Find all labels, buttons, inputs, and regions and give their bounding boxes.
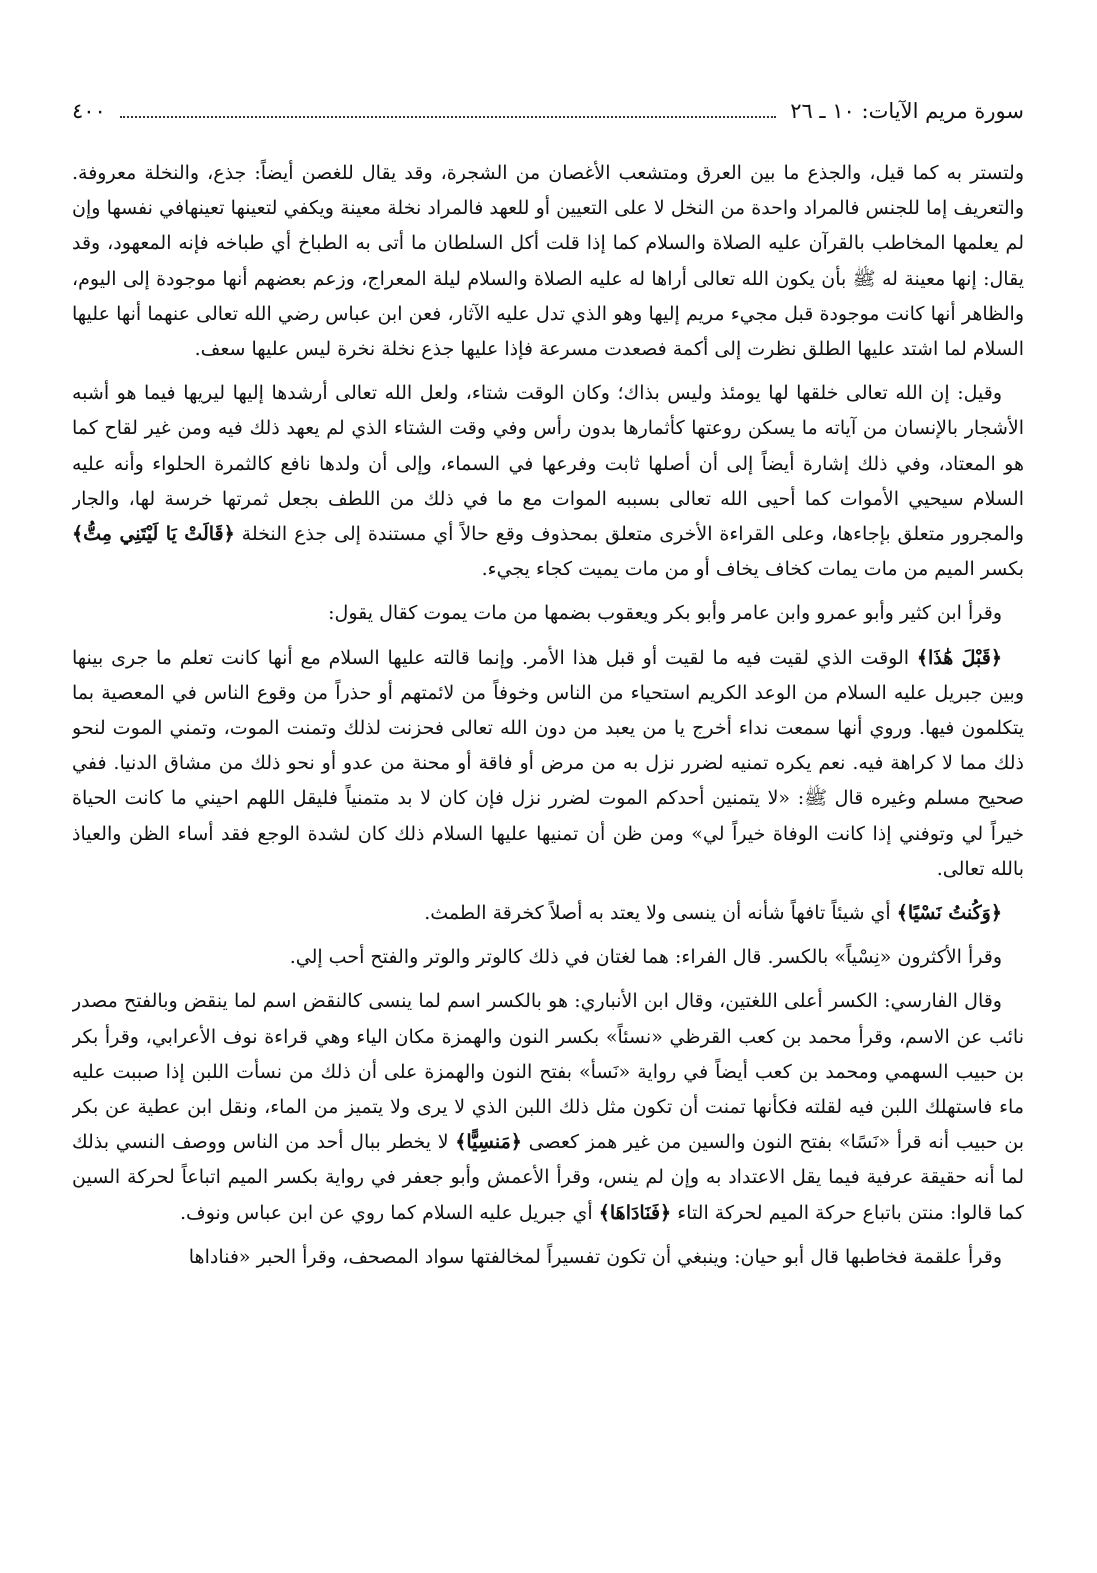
paragraph-text: أي جبريل عليه السلام كما روي عن ابن عباس ونوف. (179, 1201, 593, 1224)
page-number: ٤٠٠ (72, 99, 106, 123)
paragraph-1 (72, 156, 1024, 367)
paragraph-text: وقرأ ابن كثير وأبو عمرو وابن عامر وأبو بكر ويعقوب بضمها من مات يموت كقال يقول: (328, 602, 1002, 625)
paragraph-2 (72, 376, 1024, 587)
paragraph-text: وقرأ علقمة فخاطبها قال أبو حيان: وينبغي أن تكون تفسيراً لمخالفتها سواد المصحف، وقرأ الحبر «فناداها (188, 1245, 1002, 1268)
paragraph-text: ولتستر به كما قيل، والجذع ما بين العرق ومتشعب الأغصان من الشجرة، وقد يقال للغصن أيضاً: جذع، والنخلة معروفة. والتعريف إما للجنس فالمراد واحدة من النخل لا على التعيين أو للعهد فالمراد نخلة معينة ويكفي لتعينها تعينهافي نفسها وإن لم يعلمها المخاطب بالقرآن عليه الصلاة والسلام كما إذا قلت أكل السلطان ما أتى به الطباخ أي طباخه فإنه المعهود، وقد يقال: إنها معينة له ﷺ بأن يكون الله تعالى أراها له عليه الصلاة والسلام ليلة المعراج، وزعم بعضهم أنها موجودة إلى اليوم، والظاهر أنها كانت موجودة قبل مجيء مريم إليها وهو الذي تدل عليه الآثار، فعن ابن عباس رضي الله تعالى عنهما أنها عليها السلام لما اشتد عليها الطلق نظرت إلى أكمة فصعدت مسرعة فإذا عليها جذع نخلة نخرة ليس عليها سعف. (72, 162, 1024, 361)
quran-quote: ﴿قَالَتْ يَا لَيْتَنِي مِتُّ﴾ (72, 523, 235, 546)
paragraph-text: أي شيئاً تافهاً شأنه أن ينسى ولا يعتد به أصلاً كخرقة الطمث. (424, 902, 891, 925)
header-dot-leader (120, 106, 776, 118)
paragraph-text: بكسر الميم من مات يمات كخاف يخاف أو من مات يميت كجاء يجيء. (481, 558, 1024, 581)
page-body (72, 156, 1024, 1275)
quran-quote: ﴿فَنَادَاهَا﴾ (598, 1201, 672, 1224)
book-page (72, 96, 1024, 1556)
paragraph-6 (72, 940, 1024, 975)
paragraph-7 (72, 984, 1024, 1230)
paragraph-text: وقال الفارسي: الكسر أعلى اللغتين، وقال ابن الأنباري: هو بالكسر اسم لما ينسى كالنقض اسم لما ينقض وبالفتح مصدر نائب عن الاسم، وقرأ محمد بن كعب القرظي «نسئاً» بكسر النون والهمزة مكان الياء وهي قراءة نوف الأعرابي، وقرأ بكر بن حبيب السهمي ومحمد بن كعب أيضاً في رواية «نَسأ» بفتح النون والهمزة على أن ذلك من نسأت اللبن إذا صببت عليه ماء فاستهلك اللبن فيه لقلته فكأنها تمنت أن تكون مثل ذلك اللبن الذي لا يرى ولا يتميز من الماء، ونقل ابن عطية عن بكر بن حبيب أنه قرأ «نَسًا» بفتح النون والسين من غير همز كعصى (72, 990, 1024, 1154)
quran-quote: ﴿وَكُنتُ نَسْيًا﴾ (896, 902, 1002, 925)
running-title: سورة مريم الآيات: ١٠ ـ ٢٦ (790, 99, 1024, 123)
quran-quote: ﴿مَنسِيًّا﴾ (455, 1131, 522, 1154)
paragraph-text: وقيل: إن الله تعالى خلقها لها يومئذ وليس بذاك؛ وكان الوقت شتاء، ولعل الله تعالى أرشدها إليها ليريها فيما هو أشبه الأشجار بالإنسان من آياته ما يسكن روعتها كأثمارها بدون رأس وفي وقت الشتاء الذي لم يعهد ذلك فيه ومن غير لقاح كما هو المعتاد، وفي ذلك إشارة أيضاً إلى أن أصلها ثابت وفرعها في السماء، وإلى أن ولدها نافع كالثمرة الحلواء وأنه عليه السلام سيحيي الأموات كما أحيى الله تعالى بسببه الموات مع ما في ذلك من اللطف بجعل ثمرتها خرسة لها، والجار والمجرور متعلق بإجاءها، وعلى القراءة الأخرى متعلق بمحذوف وقع حالاً أي مستندة إلى جذع النخلة (72, 382, 1024, 546)
paragraph-3 (72, 596, 1024, 631)
paragraph-8 (72, 1240, 1024, 1275)
quran-quote: ﴿قَبْلَ هَٰذَا﴾ (916, 646, 1003, 669)
paragraph-text: لا يخطر ببال أحد من الناس ووصف النسي بذلك لما أنه حقيقة عرفية فيما يقل الاعتداد به وإن لم ينس، وقرأ الأعمش وأبو جعفر في رواية بكسر الميم اتباعاً لحركة السين كما قالوا: منتن باتباع حركة الميم لحركة التاء (72, 1131, 1024, 1224)
paragraph-text: وقرأ الأكثرون «نِسْياً» بالكسر. قال الفراء: هما لغتان في ذلك كالوتر والوتر والفتح أحب إلي. (289, 946, 1002, 969)
paragraph-4 (72, 641, 1024, 887)
paragraph-5 (72, 896, 1024, 931)
page-header (72, 96, 1024, 130)
paragraph-text: الوقت الذي لقيت فيه ما لقيت أو قبل هذا الأمر. وإنما قالته عليها السلام مع أنها كانت تعلم ما جرى بينها وبين جبريل عليه السلام من الوعد الكريم استحياء من الناس وخوفاً من لائمتهم أو حذراً من وقوع الناس في المعصية بما يتكلمون فيها. وروي أنها سمعت نداء أخرج يا من يعبد من دون الله تعالى فحزنت لذلك وتمنت الموت، وتمني الموت لنحو ذلك مما لا كراهة فيه. نعم يكره تمنيه لضرر نزل به من مرض أو فاقة أو محنة من عدو أو نحو ذلك من مشاق الدنيا. ففي صحيح مسلم وغيره قال ﷺ: «لا يتمنين أحدكم الموت لضرر نزل فإن كان لا بد متمنياً فليقل اللهم احيني ما كانت الحياة خيراً لي وتوفني إذا كانت الوفاة خيراً لي» ومن ظن أن تمنيها عليها السلام ذلك كان لشدة الوجع فقد أساء الظن والعياذ بالله تعالى. (72, 646, 1024, 880)
